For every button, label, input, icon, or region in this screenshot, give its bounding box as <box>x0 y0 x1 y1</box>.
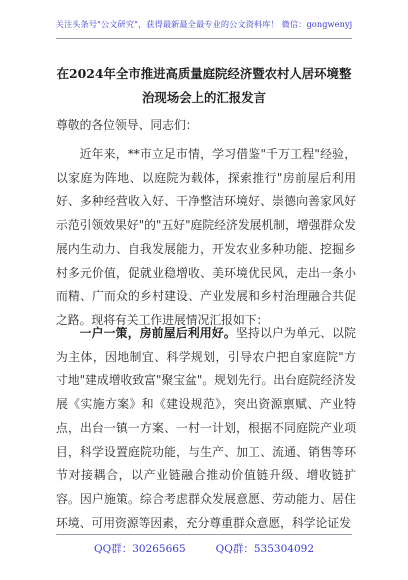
footer-divider <box>56 534 352 535</box>
salutation: 尊敬的各位领导、同志们： <box>56 118 198 132</box>
paragraph-2-text: 坚持以户为单元、以院为主体，因地制宜、科学规划，引导农户把自家庭院"方寸地"建成增收致富"聚宝盆"。规划先行。出台庭院经济发展《实施方案》和《建设规范》，突出资源禀赋、产业特点，出台一镇一方案、一村一计划，根据不同庭院产业项目，科学设置庭院功能，与生产、加工、流通、销售等环节对接耦合，以产业链融合推动价值链升级、增收链扩容。因户施策。综合考虑群众发展意愿、劳动能力、居住环境、可用资源等因素，充分尊重群众意愿，科学论证发 <box>56 326 356 530</box>
footer-qq-group-1: QQ群：30265665 <box>93 543 186 555</box>
paragraph-2 <box>56 322 356 535</box>
header-banner: 关注头条号"公文研究"，获得最新最全最专业的公文资料库！ 微信：gongwenyj <box>55 19 353 29</box>
paragraph-1: 近年来，**市立足市情，学习借鉴"千万工程"经验，以家庭为阵地、以庭院为载体，探索推行"房前屋后利用好、多种经营收入好、干净整洁环境好、崇德向善家风好示范引领效果好"的"五好"庭院经济发展机制，增强群众发展内生动力、自我发展能力，开发农业多种功能、挖掘乡村多元价值，促就业稳增收、美环境优民风，走出一条小而精、广而众的乡村建设、产业发展和乡村治理融合共促之路。现将有关工作进展情况汇报如下： <box>56 147 356 327</box>
footer-qq-group-2: QQ群：535304092 <box>215 543 314 555</box>
header-divider <box>56 38 352 39</box>
document-title: 在2024年全市推进高质量庭院经济暨农村人居环境整治现场会上的汇报发言 <box>56 66 352 105</box>
footer <box>56 541 352 556</box>
paragraph-2-heading: 一户一策，房前屋后利用好。 <box>79 326 236 340</box>
